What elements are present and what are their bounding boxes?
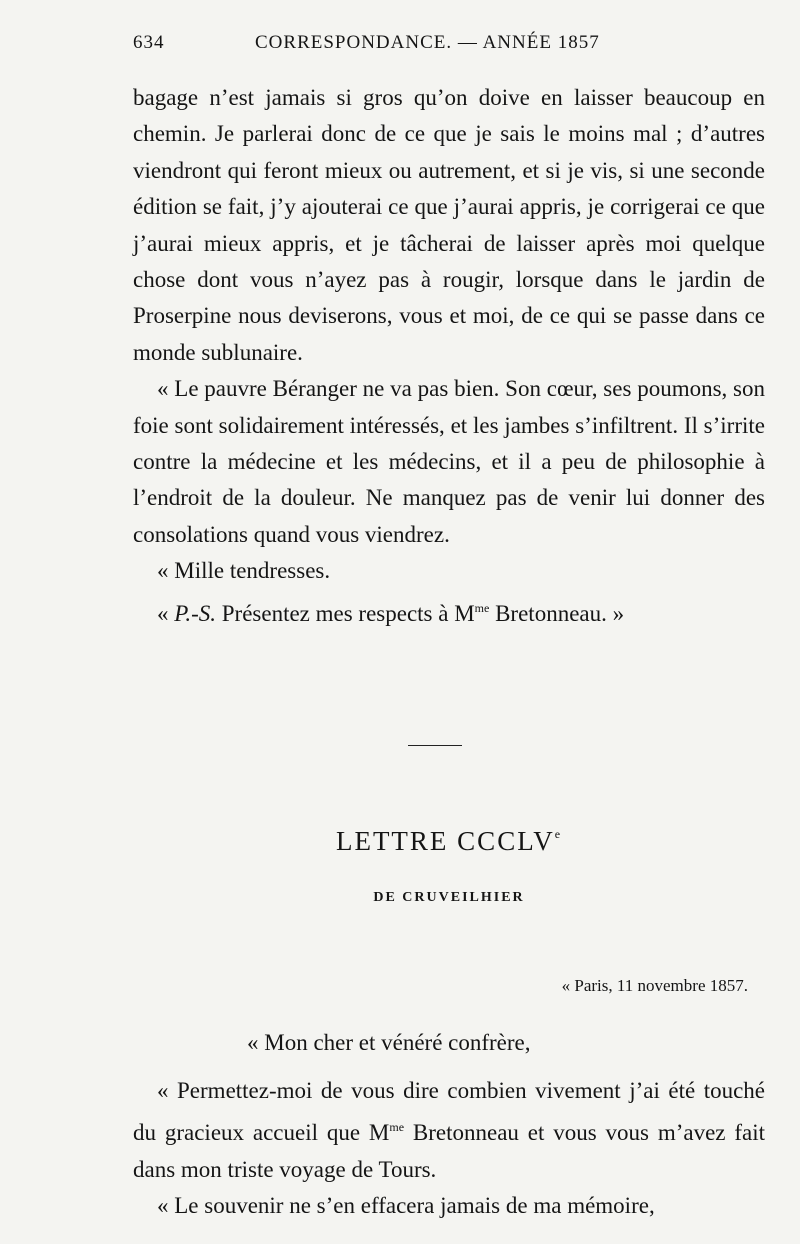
superscript-me: me — [474, 600, 490, 615]
paragraph-1: bagage n’est jamais si gros qu’on doive en laisser beaucoup en chemin. Je parlerai donc de ce que je sais le moins mal ; d’autres viendront qui feront mieux ou autrement, et si je vis, si une seconde édition se fait, j’y ajouterai ce que j’aurai appris, je corrigerai ce que j’aurai mieux appris, et je tâcherai de laisser après moi quelque chose dont vous n’ayez pas à rougir, lorsque dans le jardin de Proserpine nous deviserons, vous et moi, de ce qui se passe dans ce monde sublunaire. — [133, 85, 765, 365]
running-title: CORRESPONDANCE. — ANNÉE 1857 — [255, 32, 600, 53]
letter-paragraph-2: « Le souvenir ne s’en effacera jamais de ma mémoire, — [157, 1193, 655, 1219]
section-separator — [408, 745, 462, 746]
letter-paragraph-1-text: « Permettez-moi de vous dire combien vivement j’ai été touché du gracieux accueil que M — [133, 1078, 765, 1146]
letter-body — [133, 1073, 765, 1225]
letter-title — [133, 826, 765, 857]
letter-title-text: LETTRE CCCLV — [335, 826, 555, 856]
paragraph-4-text: Présentez mes respects à M — [216, 600, 475, 626]
quote-open: « — [157, 600, 175, 626]
letter-paragraph-1 — [133, 1073, 765, 1188]
postscript-label: P.-S. — [174, 600, 216, 626]
letter-date: « Paris, 11 novembre 1857. — [561, 976, 748, 995]
letter-paragraph-1-end: Bretonneau et vous vous m’avez fait dans mon triste voyage de Tours. — [133, 1120, 766, 1182]
letter-author: DE CRUVEILHIER — [373, 890, 525, 905]
paragraph-3: « Mille tendresses. — [157, 558, 331, 584]
paragraph-2: « Le pauvre Béranger ne va pas bien. Son cœur, ses poumons, son foie sont solidairement intéressés, et les jambes s’infiltrent. Il s’irrite contre la médecine et les médecins, et il a peu de philosophie à l’endroit de la douleur. Ne manquez pas de venir lui donner des consolations quand vous viendrez. — [133, 376, 765, 547]
paragraph-4-end: Bretonneau. » — [489, 600, 625, 626]
body-text — [133, 80, 765, 632]
page-number: 634 — [133, 32, 165, 53]
letter-title-sup: e — [554, 827, 563, 841]
superscript-me: me — [389, 1120, 405, 1135]
paragraph-4 — [133, 590, 765, 632]
letter-greeting: « Mon cher et vénéré confrère, — [247, 1030, 531, 1055]
